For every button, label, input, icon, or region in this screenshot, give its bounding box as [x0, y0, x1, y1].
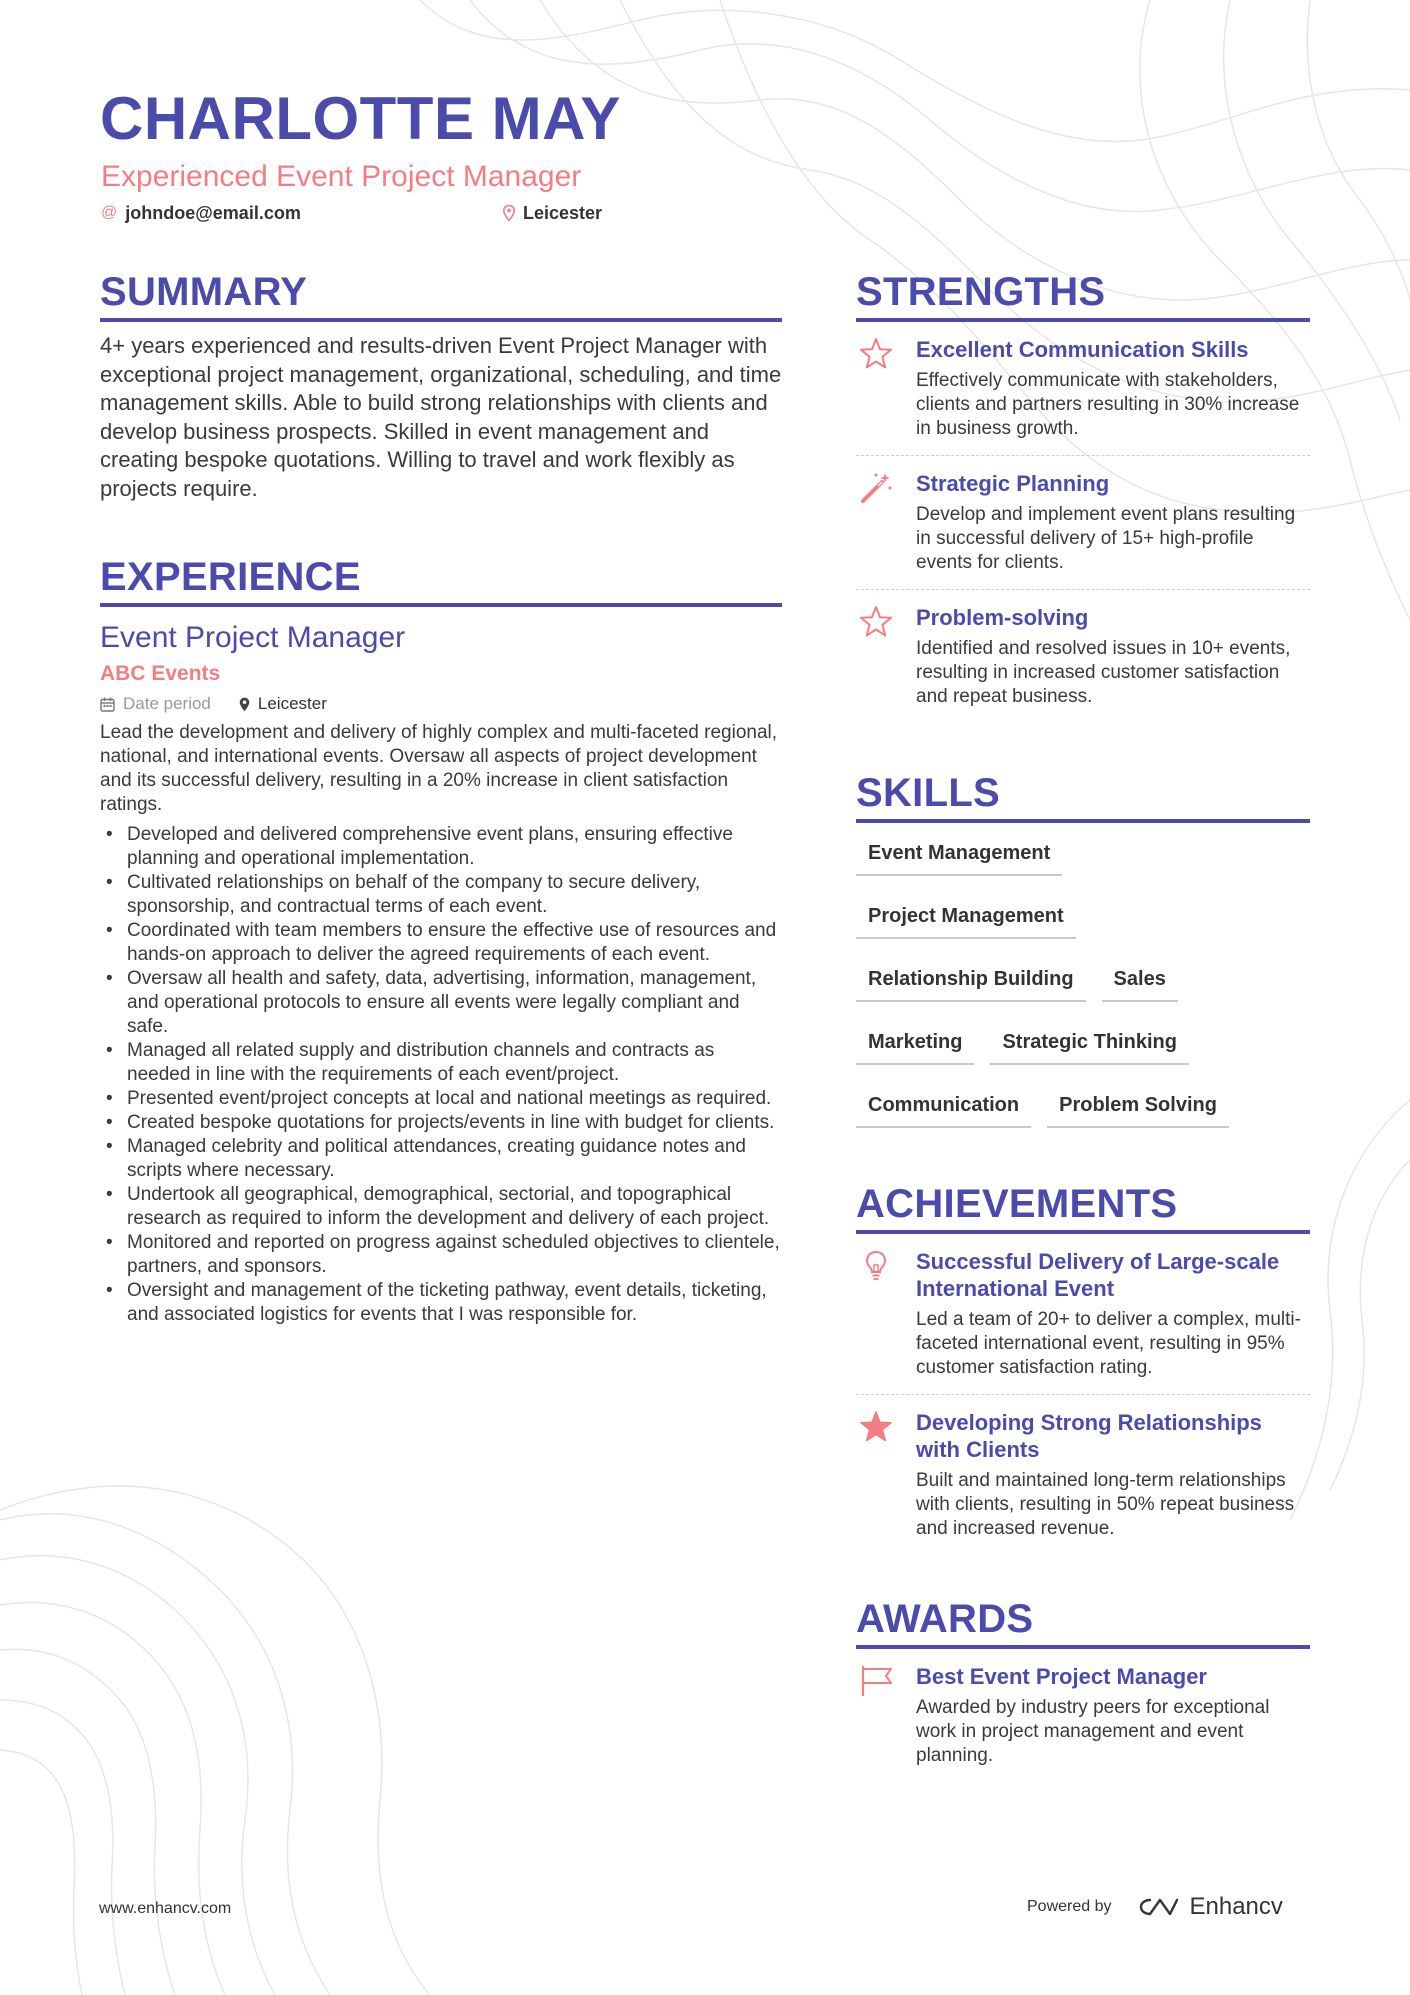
- job-meta: [100, 693, 782, 715]
- list-item: • Undertook all geographical, demographical, sectorial, and topographical research as required to inform the development and delivery of each project.: [100, 1183, 782, 1231]
- list-item: • Oversaw all health and safety, data, advertising, information, management, and operational protocols to ensure all events were legally compliant and safe.: [100, 967, 782, 1039]
- list-item: • Oversight and management of the ticketing pathway, event details, ticketing, and associated logistics for events that I was responsible for.: [100, 1279, 782, 1327]
- email-text: johndoe@email.com: [125, 203, 301, 223]
- brand-name: Enhancv: [1189, 1893, 1283, 1920]
- at-icon: @: [101, 204, 118, 221]
- strength-item: [856, 590, 1310, 723]
- achievements-title: ACHIEVEMENTS: [856, 1180, 1310, 1234]
- skills-title: SKILLS: [856, 769, 1310, 823]
- strengths-list: [856, 322, 1310, 723]
- achievement-text: Led a team of 20+ to deliver a complex, multi-faceted international event, resulting in 95% customer satisfaction rating.: [916, 1309, 1301, 1378]
- list-item: • Created bespoke quotations for projects/events in line with budget for clients.: [100, 1111, 782, 1135]
- list-item: • Coordinated with team members to ensure the effective use of resources and hands-on approach to deliver the agreed requirements of each event.: [100, 919, 782, 967]
- award-title: Best Event Project Manager: [916, 1664, 1207, 1689]
- calendar-icon: [100, 697, 115, 712]
- footer-website-link[interactable]: www.enhancv.com: [99, 1900, 232, 1917]
- strength-item: [856, 456, 1310, 590]
- strength-title: Excellent Communication Skills: [916, 337, 1249, 362]
- flag-icon: [858, 1663, 894, 1699]
- skill-tag: Problem Solving: [1047, 1085, 1229, 1128]
- enhancv-logo-icon: [1136, 1895, 1182, 1919]
- skill-tag: Project Management: [856, 896, 1076, 939]
- achievement-title: Successful Delivery of Large-scale International Event: [916, 1249, 1280, 1301]
- skill-tag: Relationship Building: [856, 959, 1086, 1002]
- strength-text: Effectively communicate with stakeholders, clients and partners resulting in 30% increase in business growth.: [916, 370, 1300, 439]
- enhancv-logo: [1136, 1893, 1283, 1921]
- achievement-text: Built and maintained long-term relationships with clients, resulting in 50% repeat business and increased revenue.: [916, 1470, 1295, 1539]
- left-column: [100, 268, 782, 1327]
- list-item: • Cultivated relationships on behalf of the company to secure delivery, sponsorship, and contractual terms of each event.: [100, 871, 782, 919]
- job-location-text: Leicester: [257, 694, 327, 713]
- map-pin-icon: [239, 697, 250, 712]
- experience-title: EXPERIENCE: [100, 553, 782, 607]
- award-text: Awarded by industry peers for exceptional work in project management and event planning.: [916, 1697, 1270, 1766]
- job-description: Lead the development and delivery of highly complex and multi-faceted regional, national, and international events. Oversaw all aspects of project development and its successful delivery, resulting in a 20% increase in client satisfaction ratings.: [100, 722, 778, 815]
- achievements-list: [856, 1234, 1310, 1555]
- job-date-text: Date period: [123, 694, 211, 713]
- list-item: • Managed celebrity and political attendances, creating guidance notes and scripts where necessary.: [100, 1135, 782, 1183]
- skills-list: [856, 833, 1310, 1128]
- strength-item: [856, 322, 1310, 456]
- skill-tag: Communication: [856, 1085, 1031, 1128]
- job-date: [100, 693, 211, 715]
- summary-title: SUMMARY: [100, 268, 782, 322]
- strength-title: Strategic Planning: [916, 471, 1110, 496]
- map-pin-icon: [503, 205, 515, 221]
- list-item: • Monitored and reported on progress against scheduled objectives to clientele, partners, and sponsors.: [100, 1231, 782, 1279]
- job-bullets: [100, 823, 782, 1327]
- summary-text: 4+ years experienced and results-driven Event Project Manager with exceptional project management, organizational, scheduling, and time management skills. Able to build strong relationships with clients and develop business prospects. Skilled in event management and creating bespoke quotations. Willing to travel and work flexibly as projects require.: [100, 333, 782, 501]
- contact-email[interactable]: [101, 201, 301, 225]
- candidate-name: CHARLOTTE MAY: [100, 85, 621, 152]
- skill-tag: Strategic Thinking: [990, 1022, 1188, 1065]
- strengths-title: STRENGTHS: [856, 268, 1310, 322]
- powered-by-text: Powered by: [1027, 1898, 1112, 1915]
- star-outline-icon: [858, 604, 894, 640]
- achievement-title: Developing Strong Relationships with Clients: [916, 1410, 1262, 1462]
- right-column: [856, 268, 1310, 1782]
- list-item: • Developed and delivered comprehensive event plans, ensuring effective planning and operational implementation.: [100, 823, 782, 871]
- achievement-item: [856, 1395, 1310, 1555]
- strength-title: Problem-solving: [916, 605, 1089, 630]
- skill-tag: Event Management: [856, 833, 1062, 876]
- award-item: [856, 1649, 1310, 1782]
- strength-text: Develop and implement event plans resulting in successful delivery of 15+ high-profile events for clients.: [916, 504, 1296, 573]
- awards-list: [856, 1649, 1310, 1782]
- achievement-item: [856, 1234, 1310, 1395]
- skill-tag: Marketing: [856, 1022, 974, 1065]
- strength-text: Identified and resolved issues in 10+ events, resulting in increased customer satisfaction and repeat business.: [916, 638, 1291, 707]
- location-text: Leicester: [523, 203, 603, 223]
- contact-location: [503, 201, 602, 225]
- company-name: ABC Events: [100, 662, 221, 685]
- awards-title: AWARDS: [856, 1595, 1310, 1649]
- footer-branding[interactable]: [1027, 1893, 1283, 1921]
- magic-wand-icon: [858, 470, 894, 506]
- list-item: • Presented event/project concepts at local and national meetings as required.: [100, 1087, 782, 1111]
- job-title: Event Project Manager: [100, 621, 406, 654]
- list-item: • Managed all related supply and distribution channels and contracts as needed in line with the requirements of each event/project.: [100, 1039, 782, 1087]
- star-filled-icon: [858, 1409, 894, 1445]
- star-outline-icon: [858, 336, 894, 372]
- candidate-headline: Experienced Event Project Manager: [101, 160, 582, 193]
- skill-tag: Sales: [1102, 959, 1178, 1002]
- lightbulb-icon: [858, 1248, 894, 1284]
- job-location: [239, 693, 327, 715]
